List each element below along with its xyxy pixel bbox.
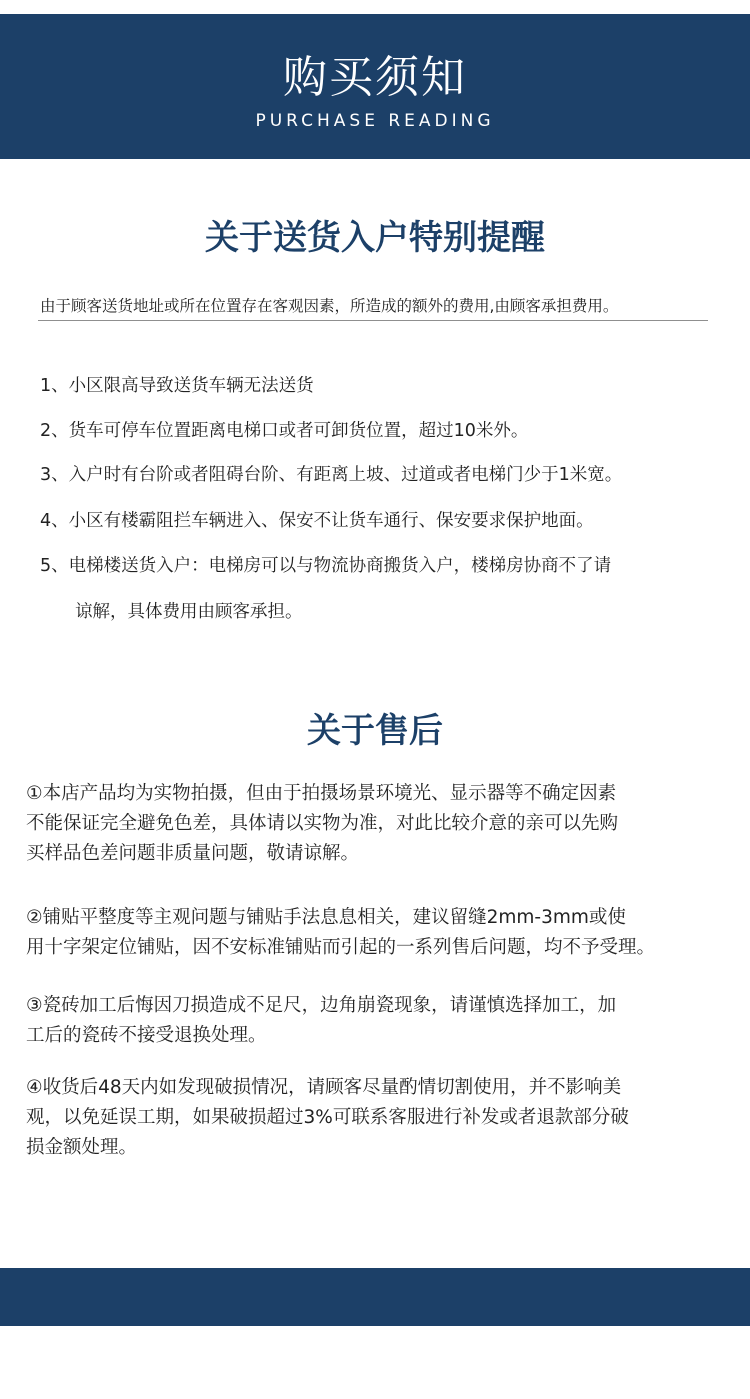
paragraph-line: 买样品色差问题非质量问题，敬请谅解。 — [26, 843, 360, 864]
footer-banner — [0, 1268, 750, 1326]
page-subtitle: PURCHASE READING — [255, 111, 495, 131]
delivery-item: 4、小区有楼霸阻拦车辆进入、保安不让货车通行、保安要求保护地面。 — [40, 511, 594, 531]
notice-divider — [38, 320, 708, 321]
paragraph-line: 工后的瓷砖不接受退换处理。 — [26, 1025, 267, 1046]
delivery-item: 5、电梯楼送货入户：电梯房可以与物流协商搬货入户，楼梯房协商不了请 — [40, 556, 612, 576]
paragraph-line: 用十字架定位铺贴，因不安标准铺贴而引起的一系列售后问题，均不予受理。 — [26, 937, 656, 958]
delivery-item: 3、入户时有台阶或者阻碍台阶、有距离上坡、过道或者电梯门少于1米宽。 — [40, 465, 623, 485]
aftersales-paragraph — [26, 1073, 726, 1163]
aftersales-paragraph — [26, 779, 726, 869]
aftersales-heading: 关于售后 — [307, 711, 443, 751]
delivery-item-continuation: 谅解，具体费用由顾客承担。 — [75, 602, 303, 622]
delivery-notice: 由于顾客送货地址或所在位置存在客观因素，所造成的额外的费用,由顾客承担费用。 — [40, 297, 619, 315]
paragraph-line: ②铺贴平整度等主观问题与铺贴手法息息相关，建议留缝2mm-3mm或使 — [26, 907, 626, 928]
aftersales-paragraph — [26, 991, 726, 1051]
delivery-heading: 关于送货入户特别提醒 — [205, 218, 545, 258]
aftersales-paragraph — [26, 903, 726, 963]
paragraph-line: ④收货后48天内如发现破损情况，请顾客尽量酌情切割使用，并不影响美 — [26, 1077, 622, 1098]
paragraph-line: ①本店产品均为实物拍摄，但由于拍摄场景环境光、显示器等不确定因素 — [26, 783, 617, 804]
paragraph-line: 损金额处理。 — [26, 1137, 138, 1158]
paragraph-line: 不能保证完全避免色差，具体请以实物为准，对此比较介意的亲可以先购 — [26, 813, 619, 834]
delivery-item: 2、货车可停车位置距离电梯口或者可卸货位置，超过10米外。 — [40, 421, 529, 441]
paragraph-line: ③瓷砖加工后悔因刀损造成不足尺，边角崩瓷现象，请谨慎选择加工，加 — [26, 995, 617, 1016]
page-title: 购买须知 — [283, 52, 467, 103]
delivery-item: 1、小区限高导致送货车辆无法送货 — [40, 376, 314, 396]
paragraph-line: 观，以免延误工期，如果破损超过3%可联系客服进行补发或者退款部分破 — [26, 1107, 629, 1128]
